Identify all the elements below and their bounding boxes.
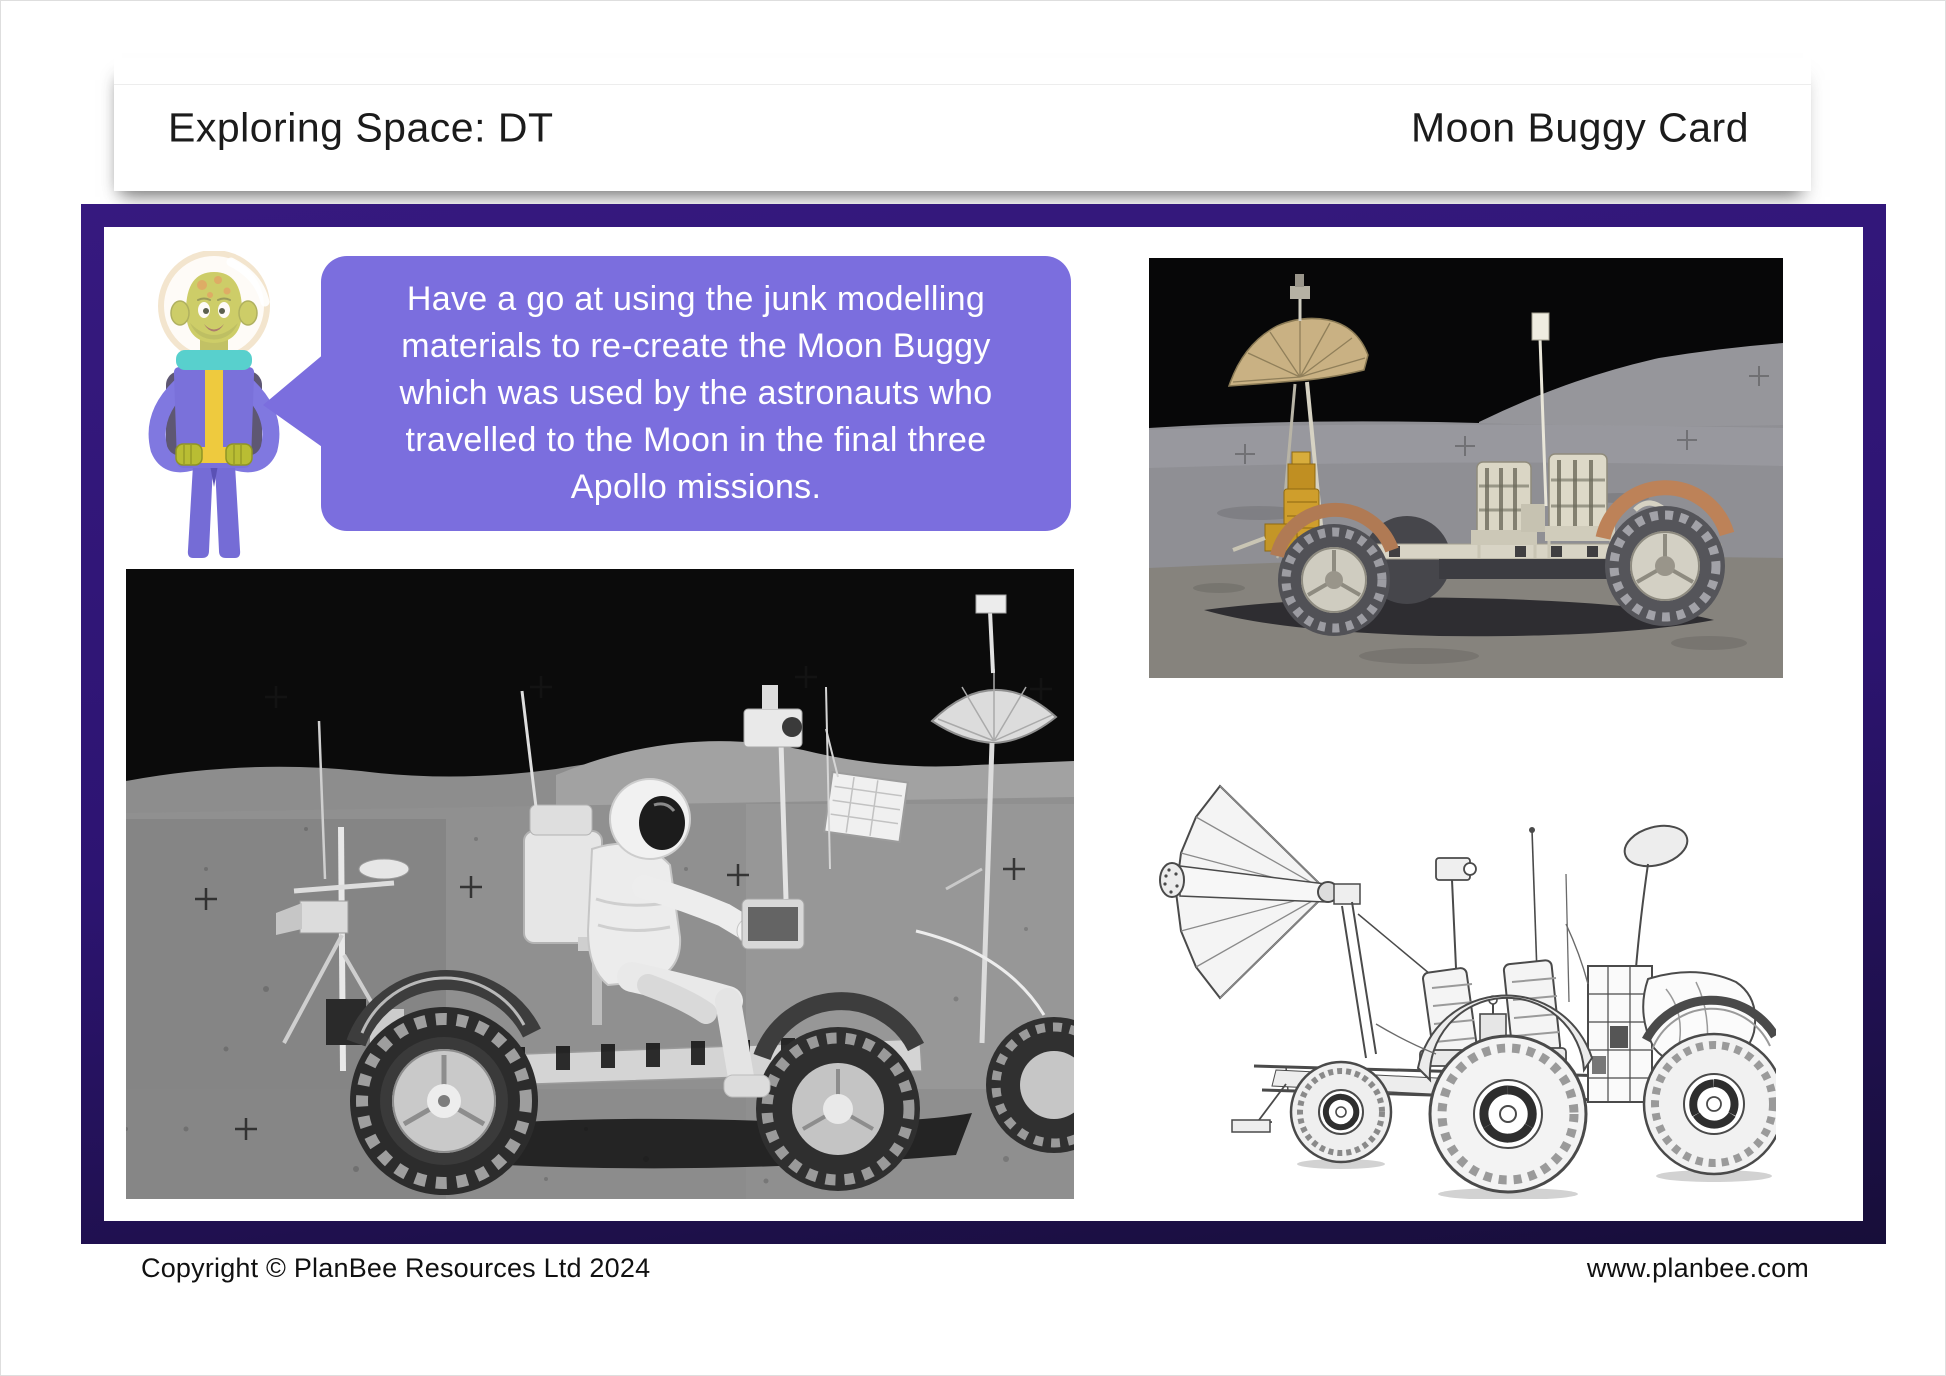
page-title: Exploring Space: DT bbox=[168, 103, 554, 150]
content-frame bbox=[81, 204, 1886, 1244]
speech-line: which was used by the astronauts who bbox=[399, 374, 993, 412]
rover-wheel bbox=[350, 1007, 538, 1195]
header-bar bbox=[114, 58, 1811, 191]
copyright-text: Copyright © PlanBee Resources Ltd 2024 bbox=[141, 1253, 651, 1283]
moon-buggy-bw-photo bbox=[126, 569, 1074, 1199]
speech-line: materials to re-create the Moon Buggy bbox=[401, 327, 991, 365]
drawing-rack bbox=[1588, 966, 1652, 1102]
card-title: Moon Buggy Card bbox=[1411, 103, 1749, 150]
speech-bubble-tail bbox=[259, 349, 327, 453]
speech-line: Have a go at using the junk modelling bbox=[406, 280, 986, 318]
website-link: www.planbee.com bbox=[1586, 1253, 1809, 1283]
speech-line: travelled to the Moon in the final three bbox=[405, 421, 987, 459]
rover-wheel bbox=[756, 1027, 920, 1191]
rover-wheel bbox=[1605, 506, 1725, 626]
drawing-wheel bbox=[1291, 1062, 1391, 1162]
drawing-wheel bbox=[1644, 1034, 1776, 1174]
content-area bbox=[104, 227, 1863, 1221]
header-divider bbox=[114, 84, 1811, 85]
speech-line: Apollo missions. bbox=[570, 468, 822, 506]
drawing-wheel bbox=[1430, 1036, 1586, 1192]
moon-buggy-color-photo bbox=[1149, 258, 1783, 678]
speech-bubble bbox=[321, 256, 1071, 531]
alien-helmet bbox=[161, 253, 267, 359]
rover-wheel bbox=[1278, 524, 1390, 636]
moon-buggy-line-drawing bbox=[1136, 774, 1776, 1199]
